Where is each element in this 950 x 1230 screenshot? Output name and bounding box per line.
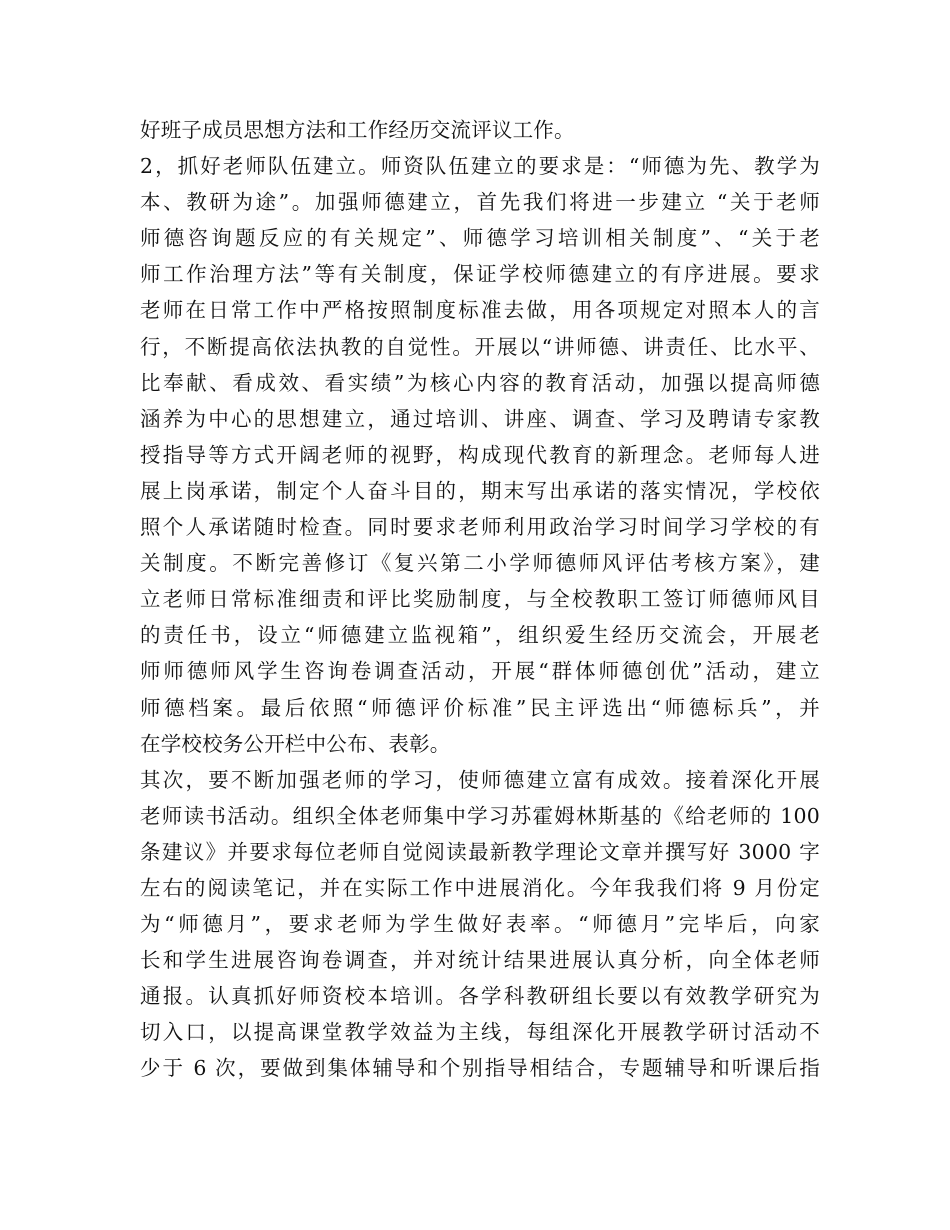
text-line: 立老师日常标准细责和评比奖励制度，与全校教职工签订师德师风目 bbox=[140, 587, 820, 612]
text-line: 本、教研为途”。加强师德建立，首先我们将进一步建立 “关于老师 bbox=[140, 190, 820, 215]
text-line: 照个人承诺随时检查。同时要求老师利用政治学习时间学习学校的有 bbox=[140, 515, 820, 540]
body-text bbox=[140, 112, 820, 1087]
text-line: 条建议》并要求每位老师自觉阅读最新教学理论文章并撰写好 3000 字 bbox=[140, 839, 820, 864]
text-line: 比奉献、看成效、看实绩”为核心内容的教育活动，加强以提高师德 bbox=[140, 370, 820, 395]
text-line: 老师在日常工作中严格按照制度标准去做，用各项规定对照本人的言 bbox=[140, 298, 820, 323]
text-line: 其次，要不断加强老师的学习，使师德建立富有成效。接着深化开展 bbox=[140, 767, 820, 792]
text-line: 的责任书，设立“师德建立监视箱”，组织爱生经历交流会，开展老 bbox=[140, 623, 820, 648]
text-line: 展上岗承诺，制定个人奋斗目的，期末写出承诺的落实情况，学校依 bbox=[140, 478, 820, 503]
text-line: 师德档案。最后依照“师德评价标准”民主评选出“师德标兵”，并 bbox=[140, 695, 820, 720]
text-line: 师工作治理方法”等有关制度，保证学校师德建立的有序进展。要求 bbox=[140, 262, 820, 287]
text-line: 关制度。不断完善修订《复兴第二小学师德师风评估考核方案》，建 bbox=[140, 551, 820, 576]
text-line: 少于 6 次，要做到集体辅导和个别指导相结合，专题辅导和听课后指 bbox=[140, 1056, 820, 1081]
text-line: 师师德师风学生咨询卷调查活动，开展“群体师德创优”活动，建立 bbox=[140, 659, 820, 684]
text-line: 涵养为中心的思想建立，通过培训、讲座、调查、学习及聘请专家教 bbox=[140, 406, 820, 431]
text-line: 为“师德月”，要求老师为学生做好表率。“师德月”完毕后，向家 bbox=[140, 912, 820, 937]
text-line: 通报。认真抓好师资校本培训。各学科教研组长要以有效教学研究为 bbox=[140, 984, 820, 1009]
text-line: 好班子成员思想方法和工作经历交流评议工作。 bbox=[140, 118, 575, 142]
text-line: 2，抓好老师队伍建立。师资队伍建立的要求是：“师德为先、教学为 bbox=[140, 154, 820, 179]
text-line: 长和学生进展咨询卷调查，并对统计结果进展认真分析，向全体老师 bbox=[140, 948, 820, 973]
text-line: 师德咨询题反应的有关规定”、师德学习培训相关制度”、“关于老 bbox=[140, 226, 820, 251]
text-line: 切入口，以提高课堂教学效益为主线，每组深化开展教学研讨活动不 bbox=[140, 1020, 820, 1045]
text-line: 授指导等方式开阔老师的视野，构成现代教育的新理念。老师每人进 bbox=[140, 442, 820, 467]
text-line: 老师读书活动。组织全体老师集中学习苏霍姆林斯基的《给老师的 100 bbox=[140, 803, 820, 828]
text-line: 左右的阅读笔记，并在实际工作中进展消化。今年我我们将 9 月份定 bbox=[140, 875, 820, 900]
text-line: 行，不断提高依法执教的自觉性。开展以“讲师德、讲责任、比水平、 bbox=[140, 334, 820, 359]
text-line: 在学校校务公开栏中公布、表彰。 bbox=[140, 731, 451, 756]
